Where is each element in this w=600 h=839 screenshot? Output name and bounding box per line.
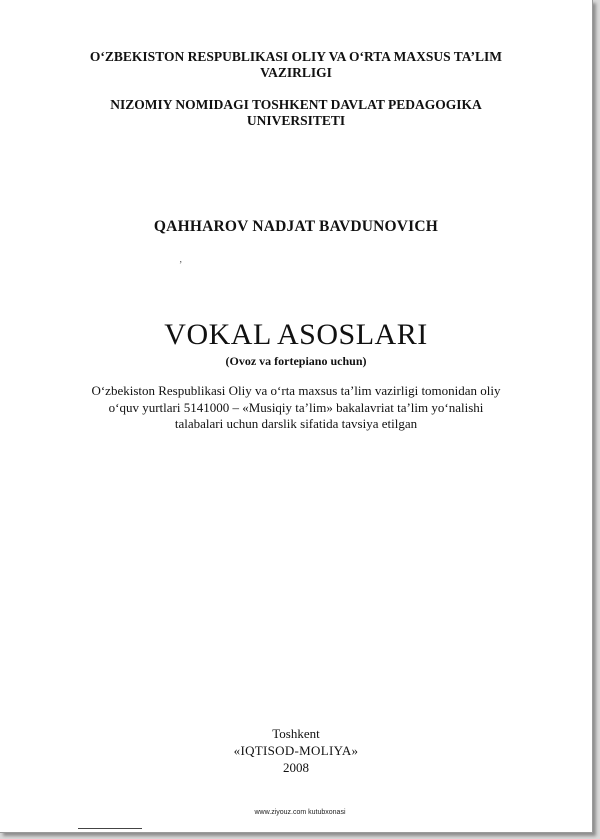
university-line-1: NIZOMIY NOMIDAGI TOSHKENT DAVLAT PEDAGOGIKA — [110, 97, 482, 112]
ministry-line-1: O‘ZBEKISTON RESPUBLIKASI OLIY VA O‘RTA MAXSUS TA’LIM — [89, 49, 503, 64]
imprint-publisher: «IQTISOD-MOLIYA» — [233, 743, 359, 758]
university-line-2: UNIVERSITETI — [246, 113, 346, 128]
footer-watermark: www.ziyouz.com kutubxonasi — [254, 809, 346, 816]
description-line-3: talabalari uchun darslik sifatida tavsiya etilgan — [174, 416, 418, 431]
book-subtitle: (Ovoz va fortepiano uchun) — [225, 354, 367, 368]
book-description — [0, 383, 592, 433]
stray-mark: ‚ — [179, 254, 183, 265]
imprint-year: 2008 — [283, 760, 309, 775]
footer-rule — [78, 828, 142, 829]
ministry-heading — [0, 49, 592, 81]
description-line-1: O‘zbekiston Respublikasi Oliy va o‘rta maxsus ta’lim vazirligi tomonidan oliy — [91, 383, 501, 398]
description-line-2: o‘quv yurtlari 5141000 – «Musiqiy ta’lim» bakalavriat ta’lim yo‘nalishi — [108, 399, 484, 415]
university-heading — [0, 97, 592, 129]
imprint-city: Toshkent — [272, 726, 320, 741]
ministry-line-2: VAZIRLIGI — [260, 65, 332, 80]
author-name: QAHHAROV NADJAT BAVDUNOVICH — [153, 218, 439, 235]
book-title: VOKAL ASOSLARI — [164, 318, 428, 351]
